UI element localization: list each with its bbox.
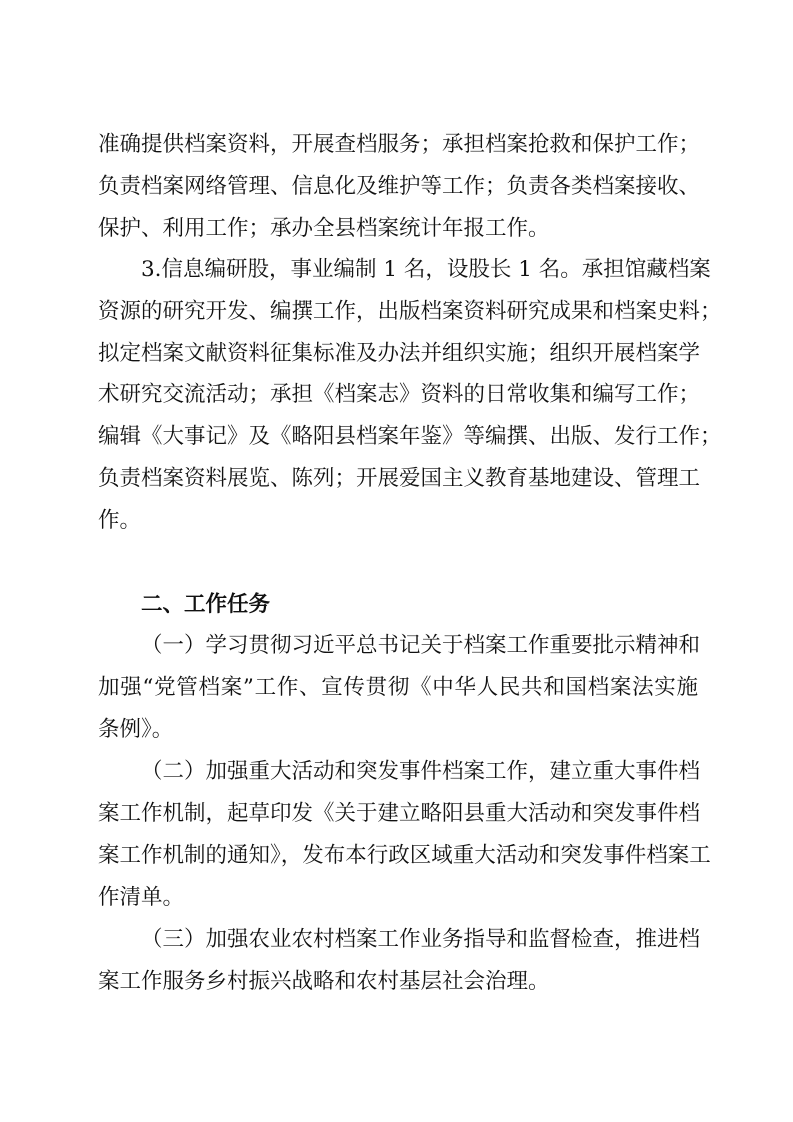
body-text-line: 作清单。 [98, 885, 185, 910]
body-text-line: 负责档案资料展览、陈列；开展爱国主义教育基地建设、管理工 [98, 466, 701, 491]
body-text-line: 作。 [98, 508, 142, 533]
body-text-line: 资源的研究开发、编撰工作，出版档案资料研究成果和档案史料； [98, 299, 722, 324]
section-heading: 二、工作任务 [141, 592, 271, 617]
body-text-line: 3.信息编研股，事业编制 1 名，设股长 1 名。承担馆藏档案 [141, 257, 711, 282]
body-text-line: （一）学习贯彻习近平总书记关于档案工作重要批示精神和 [141, 633, 701, 658]
body-text-line: 编辑《大事记》及《略阳县档案年鉴》等编撰、出版、发行工作； [98, 424, 722, 449]
body-text-line: 拟定档案文献资料征集标准及办法并组织实施；组织开展档案学 [98, 341, 701, 366]
body-text-line: 案工作服务乡村振兴战略和农村基层社会治理。 [98, 969, 550, 994]
body-text-line: 准确提供档案资料，开展查档服务；承担档案抢救和保护工作； [98, 132, 701, 157]
body-text-line: 加强“党管档案”工作、宣传贯彻《中华人民共和国档案法实施 [98, 675, 698, 700]
body-text-line: 保护、利用工作；承办全县档案统计年报工作。 [98, 216, 550, 241]
body-text-line: 案工作机制的通知》，发布本行政区域重大活动和突发事件档案工 [98, 843, 711, 868]
body-text-line: 案工作机制，起草印发《关于建立略阳县重大活动和突发事件档 [98, 801, 701, 826]
body-text-line: 负责档案网络管理、信息化及维护等工作；负责各类档案接收、 [98, 174, 701, 199]
body-text-line: （三）加强农业农村档案工作业务指导和监督检查，推进档 [141, 927, 701, 952]
body-text-line: 条例》。 [98, 717, 174, 742]
body-text-line: （二）加强重大活动和突发事件档案工作，建立重大事件档 [141, 759, 701, 784]
body-text-line: 术研究交流活动；承担《档案志》资料的日常收集和编写工作； [98, 382, 701, 407]
